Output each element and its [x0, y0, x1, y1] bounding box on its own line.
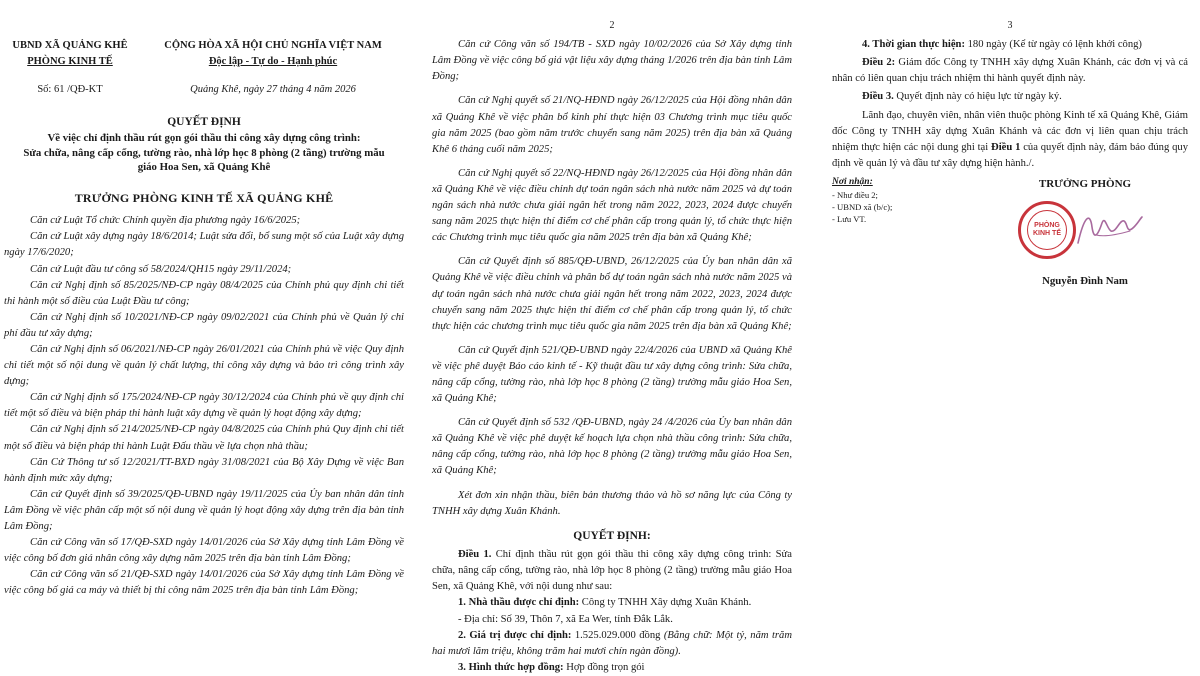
legal-basis: Căn cứ Công văn số 194/TB - SXD ngày 10/02/2026 của Sở Xây dựng tỉnh Lâm Đồng về việc công bố giá vật liệu xây dựng tháng 1/2026 trên địa bàn tỉnh Lâm Đồng;	[432, 39, 792, 83]
duration-label: 4. Thời gian thực hiện:	[862, 39, 965, 51]
contract-type-item	[458, 660, 792, 676]
agency-line-2: PHÒNG KINH TẾ	[27, 55, 113, 67]
legal-basis: Căn cứ Nghị định số 214/2025/NĐ-CP ngày 04/8/2025 của Chính phủ Quy định chi tiết một số điều và biện pháp thi hành Luật Đấu thầu về lựa chọn nhà thầu;	[4, 424, 404, 452]
closing-text-end: của quyết định này, đảm bảo đúng quy định về quản lý và đầu tư xây dựng hiện hành./.	[832, 141, 1188, 169]
contractor-label: 1. Nhà thầu được chỉ định:	[458, 597, 580, 609]
subject-line-1: Về việc chỉ định thầu rút gọn gói thầu thi công xây dựng công trình:	[47, 132, 361, 145]
legal-basis: Căn cứ Nghị định số 85/2025/NĐ-CP ngày 08/4/2025 của Chính phủ quy định chi tiết thi hành một số điều của Luật Đầu tư công;	[4, 279, 404, 307]
signer-role: TRƯỞNG PHÒNG	[1038, 177, 1132, 190]
value-label: 2. Giá trị được chỉ định:	[458, 629, 572, 641]
article-2	[832, 55, 1188, 87]
legal-basis: Căn cứ Quyết định số 885/QĐ-UBND, 26/12/2025 của Ủy ban nhân dân xã Quảng Khê về việc điều chỉnh và phân bổ dự toán ngân sách nhà nước năm 2025 và dự toán ngân sách nhà nước chưa giải ngân hết trong năm 2022, 2023, 2024 được chuyển sang năm 2025 thực hiện thí điểm cơ chế phân cấp trong quản lý, tổ chức thực hiện các chương trình mục tiêu quốc gia năm 2025 trên địa bàn xã Quảng Khê;	[432, 256, 792, 332]
contractor-address: - Địa chỉ: Số 39, Thôn 7, xã Ea Wer, tỉnh Đắk Lắk.	[458, 613, 673, 625]
article-3-text: Quyết định này có hiệu lực từ ngày ký.	[893, 91, 1062, 103]
place-date: Quảng Khê, ngày 27 tháng 4 năm 2026	[190, 83, 356, 95]
page-1	[0, 0, 412, 644]
closing-article-ref: Điều 1	[991, 141, 1021, 153]
number-date-row	[4, 82, 404, 98]
legal-basis: Căn cứ Nghị định số 06/2021/NĐ-CP ngày 26/01/2021 của Chính phủ về việc Quy định chi tiết một số nội dung về quản lý chất lượng, thi công xây dựng và bảo trì công trình xây dựng;	[4, 344, 404, 388]
legal-basis: Căn cứ Luật Tổ chức Chính quyền địa phương ngày 16/6/2025;	[30, 215, 301, 227]
seal-and-signature	[1000, 193, 1170, 273]
closing-paragraph	[832, 108, 1188, 172]
legal-basis: Căn Cứ Thông tư số 12/2021/TT-BXD ngày 31/08/2021 của Bộ Xây Dựng về việc Ban hành định mức xây dựng;	[4, 456, 404, 484]
recipients-label: Nơi nhận:	[832, 176, 873, 187]
national-motto	[142, 38, 404, 70]
signer	[1000, 176, 1170, 289]
legal-basis: Căn cứ Quyết định số 39/2025/QĐ-UBND ngày 19/11/2025 của Ủy ban nhân dân tỉnh Lâm Đồng về việc phân cấp một số nội dung về quản lý hoạt động xây dựng trên địa bàn tỉnh Lâm Đồng;	[4, 488, 404, 533]
decision-heading: QUYẾT ĐỊNH:	[573, 529, 651, 542]
duration-item	[832, 37, 1188, 53]
page-2	[418, 0, 798, 673]
contract-type-label: 3. Hình thức hợp đồng:	[458, 661, 564, 673]
subject-line-3: giáo Hoa Sen, xã Quảng Khê	[137, 161, 271, 174]
legal-basis: Căn cứ Nghị định số 175/2024/NĐ-CP ngày 30/12/2024 của Chính phủ về quy định chi tiết một số điều và biện pháp thi hành luật xây dựng về quản lý hoạt động xây dựng;	[4, 392, 404, 420]
document-subject	[12, 131, 396, 175]
legal-bases-list	[4, 213, 404, 599]
legal-basis: Căn cứ Nghị quyết số 22/NQ-HĐND ngày 26/12/2025 của Hội đồng nhân dân xã Quảng Khê về việc điều chỉnh dự toán ngân sách nhà nước năm 2025 và dự toán ngân sách nhà nước chưa giải ngân hết trong năm 2022, 2023, 2024 được chuyển sang năm 2025 thực hiện thí điểm cơ chế phân cấp trong quản lý, tổ chức thực hiện các Chương trình mục tiêu quốc gia năm 2025 trên địa bàn xã Quảng Khê;	[432, 167, 792, 244]
legal-basis: Xét đơn xin nhận thầu, biên bản thương thảo và hồ sơ năng lực của Công ty TNHH xây dựng Xuân Khánh.	[432, 489, 792, 517]
issuing-agency	[4, 38, 136, 70]
closing-text-start: Lãnh đạo, chuyên viên, nhân viên thuộc phòng Kinh tế xã Quảng Khê, Giám đốc Công ty TNHH xây dựng Xuân Khánh và các đơn vị liên quan chịu trách nhiệm thực hiện các nội dung ghi tại	[832, 109, 1188, 153]
legal-basis: Căn cứ Quyết định số 532 /QĐ-UBND, ngày 24 /4/2026 của Ủy ban nhân dân xã Quảng Khê về việc phê duyệt kế hoạch lựa chọn nhà thầu công trình: Sửa chữa, nâng cấp cổng, tường rào, nhà lớp học 8 phòng (2 tầng) trường mẫu giáo Hoa Sen, xã Quảng Khê;	[432, 417, 792, 477]
official-seal	[1018, 201, 1076, 259]
agency-line-1: UBND XÃ QUẢNG KHÊ	[12, 40, 128, 51]
article-3-label: Điều 3.	[862, 91, 894, 103]
article-3	[832, 89, 1188, 105]
duration-value: 180 ngày (Kể từ ngày có lệnh khởi công)	[964, 39, 1142, 51]
page-3	[804, 0, 1200, 644]
article-1-text: Chỉ định thầu rút gọn gói thầu thi công xây dựng công trình: Sửa chữa, nâng cấp cổng, tường rào, nhà lớp học 8 phòng (2 tầng) trường mẫu giáo Hoa Sen, xã Quảng Khê, với nội dung như sau:	[432, 549, 792, 593]
value-in-words: (Bằng chữ: Một tỷ, năm trăm hai mươi lăm triệu, không trăm hai mươi chín ngàn đồng).	[432, 629, 793, 657]
document-number: Số: 61 /QĐ-KT	[37, 83, 103, 95]
document-title: QUYẾT ĐỊNH	[167, 115, 241, 128]
legal-basis: Căn cứ Luật đầu tư công số 58/2024/QH15 ngày 29/11/2024;	[30, 263, 292, 275]
contractor-value: Công ty TNHH Xây dựng Xuân Khánh.	[579, 597, 752, 609]
recipient-item: - UBND xã (b/c);	[832, 202, 893, 213]
page-number: 2	[609, 20, 615, 31]
value-amount: 1.525.029.000 đồng	[571, 629, 661, 641]
signer-name: Nguyễn Đình Nam	[1042, 274, 1128, 287]
legal-basis: Căn cứ Nghị định số 10/2021/NĐ-CP ngày 09/02/2021 của Chính phủ về Quản lý chi phí đầu tư xây dựng;	[4, 311, 404, 339]
contract-type-value: Hợp đồng trọn gói	[563, 661, 645, 673]
handwritten-signature	[1074, 205, 1144, 251]
legal-basis: Căn cứ Công văn số 21/QĐ-SXD ngày 14/01/2026 của Sở Xây dựng tỉnh Lâm Đồng về việc công bố giá ca máy và thiết bị thi công năm 2025 trên địa bàn tỉnh Lâm Đồng;	[4, 569, 404, 597]
legal-bases-list	[432, 37, 792, 520]
issuing-authority: TRƯỞNG PHÒNG KINH TẾ XÃ QUẢNG KHÊ	[74, 191, 334, 206]
legal-basis: Căn cứ Luật xây dựng ngày 18/6/2014; Luật sửa đổi, bổ sung một số của Luật xây dựng ngày 17/6/2020;	[4, 231, 404, 259]
article-1-label: Điều 1.	[458, 549, 492, 561]
article-1	[432, 547, 792, 595]
nation-line-1: CỘNG HÒA XÃ HỘI CHỦ NGHĨA VIỆT NAM	[164, 40, 382, 51]
subject-line-2: Sửa chữa, nâng cấp cổng, tường rào, nhà lớp học 8 phòng (2 tầng) trường mẫu	[23, 146, 385, 159]
seal-inner-ring	[1027, 210, 1067, 250]
page-number: 3	[1007, 20, 1013, 31]
document-header	[4, 38, 404, 70]
nation-line-2: Độc lập - Tự do - Hạnh phúc	[208, 55, 338, 67]
seal-text: PHÒNG KINH TẾ	[1033, 222, 1061, 237]
article-2-label: Điều 2:	[862, 57, 896, 69]
contractor-item	[458, 595, 792, 611]
recipient-item: - Lưu VT.	[832, 214, 867, 225]
article-2-text: Giám đốc Công ty TNHH xây dựng Xuân Khánh, các đơn vị và cá nhân có liên quan chịu trách nhiệm thi hành quyết định này.	[832, 57, 1188, 85]
recipients	[832, 176, 982, 289]
legal-basis: Căn cứ Công văn số 17/QĐ-SXD ngày 14/01/2026 của Sở Xây dựng tỉnh Lâm Đồng về việc công bố đơn giá nhân công xây dựng năm 2025 trên địa bàn tỉnh Lâm Đồng;	[4, 537, 404, 565]
legal-basis: Căn cứ Nghị quyết số 21/NQ-HĐND ngày 26/12/2025 của Hội đồng nhân dân xã Quảng Khê về việc phân bổ kinh phí thực hiện 03 Chương trình mục tiêu quốc gia năm 2025 (bao gồm năm trước chuyển sang năm 2025) trên địa bàn xã Quảng Khê 6 tháng cuối năm 2025;	[432, 95, 792, 155]
signature-block	[832, 176, 1188, 289]
recipient-item: - Như điều 2;	[832, 190, 878, 201]
legal-basis: Căn cứ Quyết định 521/QĐ-UBND ngày 22/4/2026 của UBND xã Quảng Khê về việc phê duyệt Báo cáo kinh tế - Kỹ thuật đầu tư xây dựng công trình: Sửa chữa, nâng cấp cổng, tường rào, nhà lớp học 8 phòng (2 tầng) trường mẫu giáo Hoa Sen, xã Quảng Khê;	[432, 344, 792, 405]
